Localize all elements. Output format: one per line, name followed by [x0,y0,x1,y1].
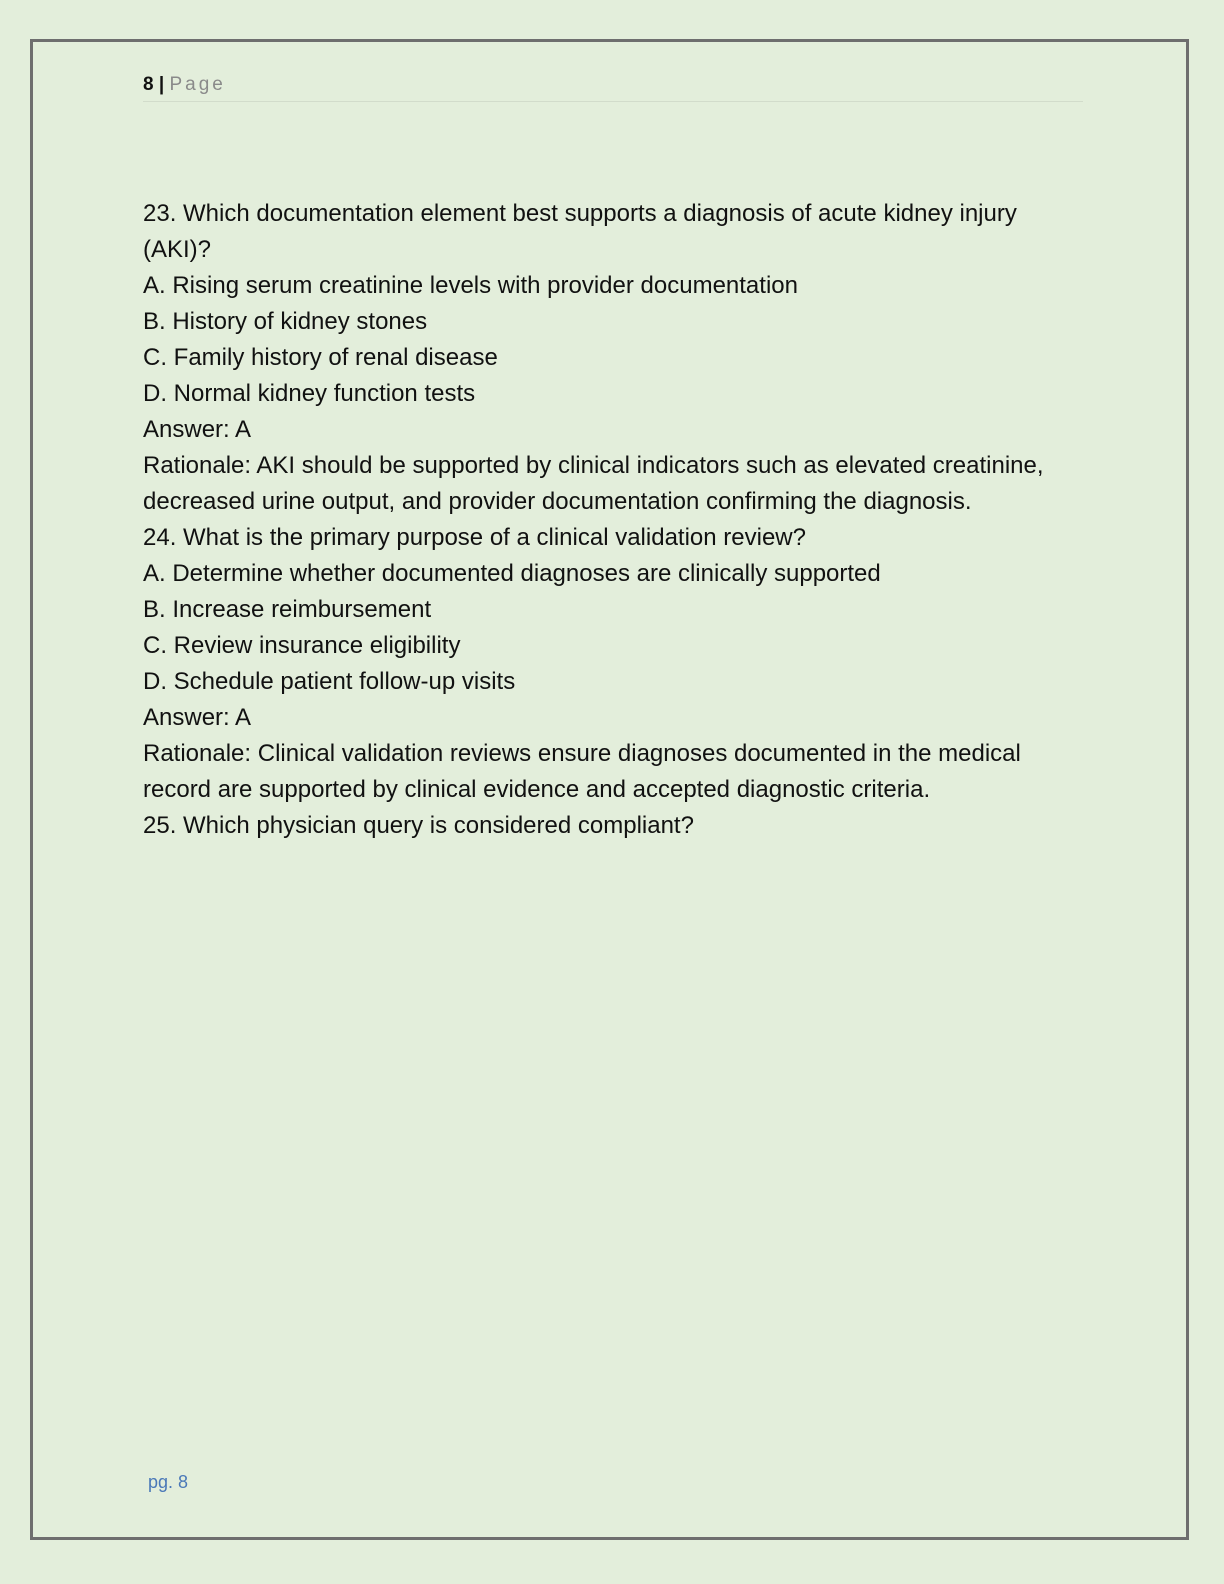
question-24-answer: Answer: A [143,704,252,731]
question-24-rationale: Rationale: Clinical validation reviews ensure diagnoses documented in the medical record are supported by clinical evidence and accepted diagnostic criteria. [143,740,1021,803]
question-25: 25. Which physician query is considered compliant? [143,812,694,839]
question-23-option-b: B. History of kidney stones [143,308,428,335]
question-24-option-c: C. Review insurance eligibility [143,632,461,659]
question-24: 24. What is the primary purpose of a clinical validation review? [143,524,806,551]
page-header [143,72,1083,102]
header-separator: | [158,74,165,95]
question-23-answer: Answer: A [143,416,252,443]
question-24-option-b: B. Increase reimbursement [143,596,432,623]
question-23-option-c: C. Family history of renal disease [143,344,498,371]
question-23-option-a: A. Rising serum creatinine levels with provider documentation [143,272,798,299]
question-24-option-d: D. Schedule patient follow-up visits [143,668,516,695]
question-23-rationale: Rationale: AKI should be supported by clinical indicators such as elevated creatinine, decreased urine output, and provider documentation confirming the diagnosis. [143,452,1044,515]
question-23: 23. Which documentation element best supports a diagnosis of acute kidney injury (AKI)? [143,200,1017,263]
page-footer: pg. 8 [148,1472,189,1492]
question-24-option-a: A. Determine whether documented diagnoses are clinically supported [143,560,881,587]
header-page-label: Page [169,74,226,95]
question-23-option-d: D. Normal kidney function tests [143,380,476,407]
header-page-number: 8 [143,74,154,95]
document-body [143,196,1083,844]
